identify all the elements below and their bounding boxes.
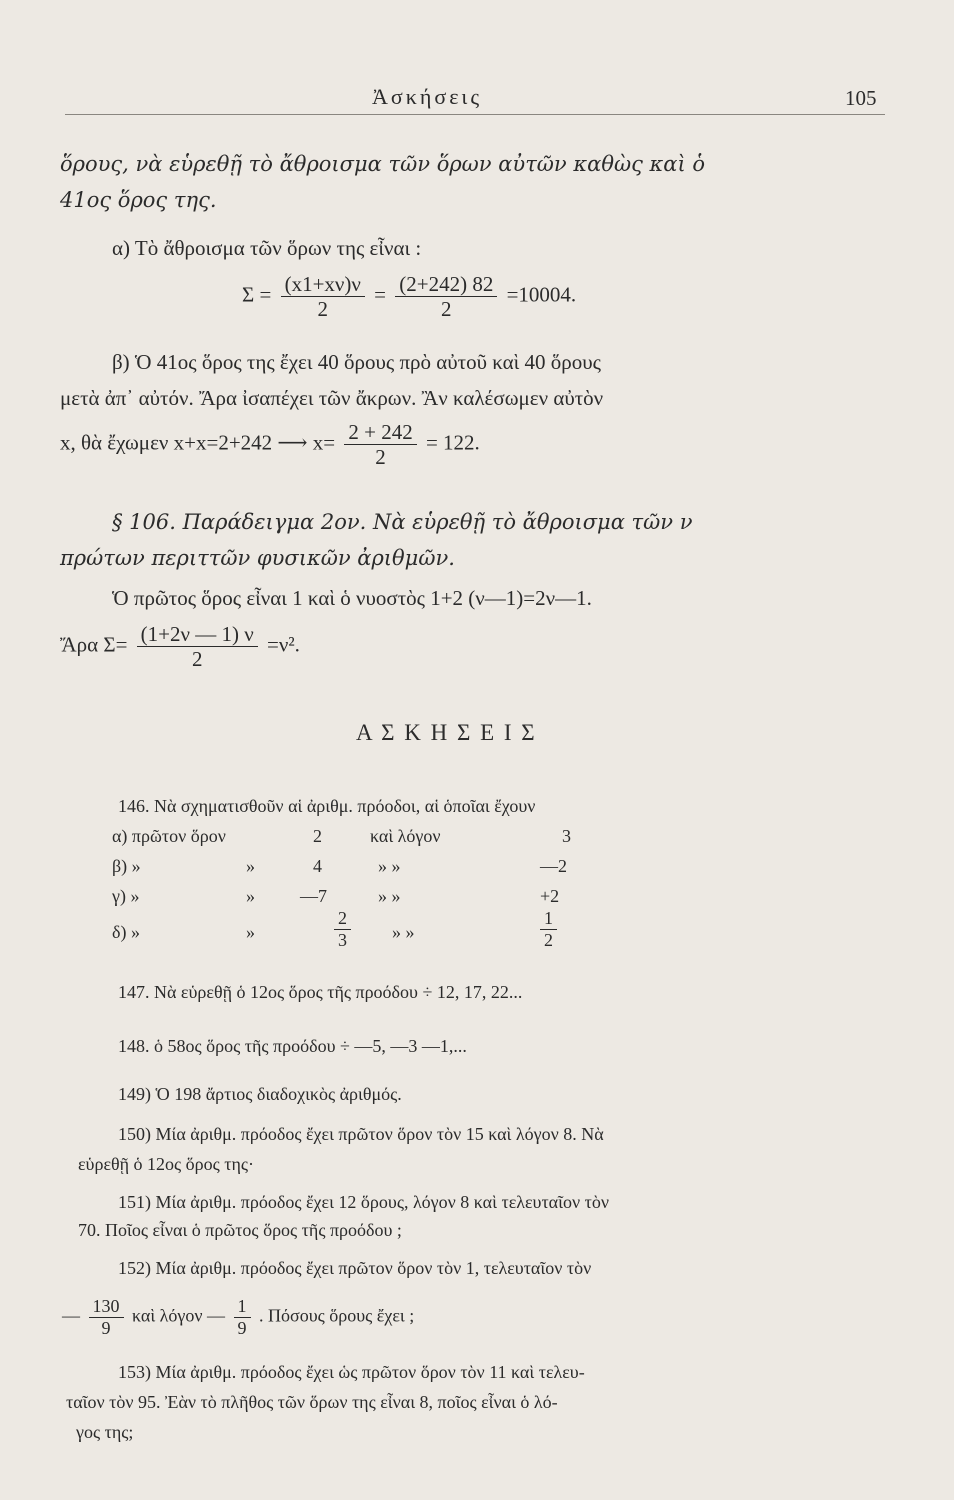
exercise-146: 146. Νὰ σχηματισθοῦν αἱ ἀριθμ. πρόοδοι, αἱ ὁποῖαι ἔχουν	[118, 796, 536, 816]
exercise-146-row-d-first	[330, 908, 355, 950]
exercise-153-line-1: 153) Μία ἀριθμ. πρόοδος ἔχει ὡς πρῶτον ὅρον τὸν 11 καὶ τελευ-	[118, 1362, 585, 1382]
exercise-146-row-a-kai: καὶ λόγον	[370, 826, 441, 846]
exercise-152-fraction-2-num: 1	[234, 1296, 251, 1318]
exercise-146-row-d-first-num: 2	[334, 908, 351, 930]
part-b-equation: x, θὰ ἔχωμεν x+x=2+242 ⟶ x=	[60, 430, 336, 455]
section-106-fraction	[137, 622, 258, 671]
section-106-fraction-den: 2	[191, 647, 203, 672]
sum-fraction-1	[281, 272, 365, 321]
exercise-151-line-1: 151) Μία ἀριθμ. πρόοδος ἔχει 12 ὅρους, λόγον 8 καὶ τελευταῖον τὸν	[118, 1192, 609, 1212]
exercise-149: 149) Ὁ 198 ἄρτιος διαδοχικὸς ἀριθμός.	[118, 1084, 402, 1104]
exercises-title: Α Σ Κ Η Σ Ε Ι Σ	[356, 720, 537, 745]
exercise-146-row-c-kai: » »	[378, 886, 401, 906]
exercise-146-row-b-first: 4	[313, 856, 322, 876]
exercise-153-line-2: ταῖον τὸν 95. Ἐὰν τὸ πλῆθος τῶν ὅρων της εἶναι 8, ποῖος εἶναι ὁ λό-	[66, 1392, 558, 1412]
exercise-146-row-b-ratio: —2	[540, 856, 567, 876]
section-106-result: =ν².	[267, 632, 300, 657]
exercise-152-line-2: — $\frac{130}{9}$ καὶ λόγον — $\frac{1}{9}$ . Πόσους ὅρους ἔχει ;	[62, 1296, 415, 1338]
exercise-152-fraction-1	[89, 1296, 124, 1338]
exercise-150-line-1: 150) Μία ἀριθμ. πρόοδος ἔχει πρῶτον ὅρον τὸν 15 καὶ λόγον 8. Νὰ	[118, 1124, 604, 1144]
exercise-152-mid: καὶ λόγον —	[132, 1305, 226, 1326]
page-number: 105	[845, 86, 877, 110]
exercise-152-line-1: 152) Μία ἀριθμ. πρόοδος ἔχει πρῶτον ὅρον τὸν 1, τελευταῖον τὸν	[118, 1258, 592, 1278]
part-b-line-1: β) Ὁ 41ος ὅρος της ἔχει 40 ὅρους πρὸ αὐτοῦ καὶ 40 ὅρους	[112, 350, 601, 374]
sum-fraction-1-num: (x1+xν)ν	[281, 272, 365, 297]
running-title: Ἀσκήσεις	[372, 84, 483, 109]
section-106-heading-2: πρώτων περιττῶν φυσικῶν ἀριθμῶν.	[60, 546, 455, 570]
exercise-151-line-2: 70. Ποῖος εἶναι ὁ πρῶτος ὅρος τῆς προόδου ;	[78, 1220, 402, 1240]
exercise-146-row-d-ratio-den: 2	[544, 929, 553, 950]
exercise-146-row-b-kai: » »	[378, 856, 401, 876]
exercise-146-row-c-ratio: +2	[540, 886, 560, 906]
exercise-146-row-d-label: δ) »	[112, 922, 140, 942]
part-b-line-2: μετὰ ἀπ᾽ αὐτόν. Ἄρα ἰσαπέχει τῶν ἄκρων. Ἂν καλέσωμεν αὐτὸν	[60, 386, 604, 410]
exercise-152-fraction-1-num: 130	[89, 1296, 124, 1318]
part-a-label: α) Τὸ ἄθροισμα τῶν ὅρων της εἶναι :	[112, 236, 422, 260]
exercise-153-line-3: γος της;	[76, 1422, 134, 1442]
sum-fraction-1-den: 2	[317, 297, 328, 322]
sum-fraction-2-den: 2	[441, 297, 452, 322]
exercise-146-row-d-ratio-fraction	[540, 908, 557, 950]
exercise-152-fraction-2	[234, 1296, 251, 1338]
exercise-146-row-c-first: —7	[300, 886, 327, 906]
intro-line-2: 41ος ὅρος της.	[60, 188, 217, 212]
section-106-line-1: Ὁ πρῶτος ὅρος εἶναι 1 καὶ ὁ νυοστὸς 1+2 (ν—1)=2ν—1.	[112, 586, 592, 610]
section-106-formula	[60, 622, 300, 671]
part-b-fraction-den: 2	[375, 445, 386, 470]
part-b-fraction	[344, 420, 416, 469]
exercise-146-row-a-ratio: 3	[562, 826, 571, 846]
sum-symbol: Σ	[242, 282, 255, 307]
intro-line-1: ὅρους, νὰ εὑρεθῇ τὸ ἄθροισμα τῶν ὅρων αὐτῶν καθὼς καὶ ὁ	[60, 152, 706, 176]
exercise-152-fraction-2-den: 9	[237, 1317, 247, 1338]
exercise-146-row-c-label: γ) »	[112, 886, 140, 906]
part-b-result: = 122.	[425, 430, 480, 455]
exercise-146-row-b-mark: »	[246, 856, 255, 876]
sum-fraction-2-num: (2+242) 82	[395, 272, 497, 297]
sum-formula: Σ = $\frac{(x1+x\nu)\nu}{2}$ = $\frac{(2+242) 82}{2}$ =10004.	[242, 272, 577, 322]
sum-result: =10004.	[506, 282, 577, 307]
exercise-146-row-d-kai: » »	[392, 922, 415, 942]
exercise-146-row-d-first-fraction	[334, 908, 351, 950]
exercise-147: 147. Νὰ εὑρεθῇ ὁ 12ος ὅρος τῆς προόδου ÷ 12, 17, 22...	[118, 982, 523, 1002]
header-rule	[65, 114, 885, 115]
section-106-ara: Ἄρα Σ=	[60, 632, 128, 657]
exercise-148: 148. ὁ 58ος ὅρος τῆς προόδου ÷ —5, —3 —1,...	[118, 1036, 467, 1056]
section-106-fraction-num: (1+2ν — 1) ν	[137, 622, 258, 647]
exercise-146-row-a-first: 2	[313, 826, 322, 846]
exercise-146-row-d-ratio	[536, 908, 561, 950]
sum-fraction-2	[395, 272, 497, 321]
part-b-line-3	[60, 420, 480, 469]
exercise-146-row-d-first-den: 3	[338, 929, 347, 950]
part-b-fraction-num: 2 + 242	[344, 420, 416, 445]
exercise-152-end: . Πόσους ὅρους ἔχει ;	[259, 1305, 415, 1326]
exercise-150-line-2: εὑρεθῇ ὁ 12ος ὅρος της·	[78, 1154, 255, 1174]
exercise-146-row-c-mark: »	[246, 886, 255, 906]
exercise-146-row-d-ratio-num: 1	[540, 908, 557, 930]
exercise-152-fraction-1-den: 9	[101, 1317, 111, 1338]
section-106-heading: § 106. Παράδειγμα 2ον. Νὰ εὑρεθῇ τὸ ἄθροισμα τῶν ν	[112, 510, 693, 534]
exercise-146-row-d-mark: »	[246, 922, 255, 942]
exercise-146-row-b-label: β) »	[112, 856, 141, 876]
exercise-146-row-a-label: α) πρῶτον ὅρον	[112, 826, 226, 846]
